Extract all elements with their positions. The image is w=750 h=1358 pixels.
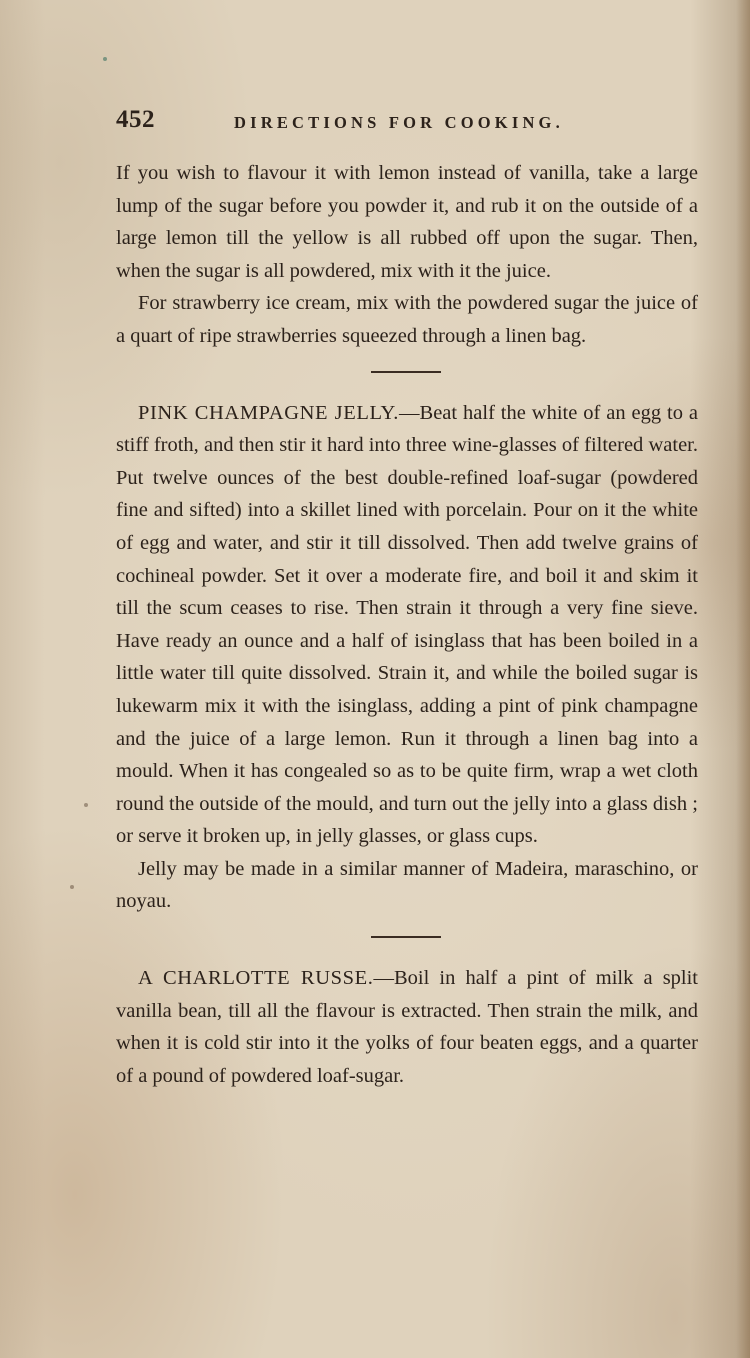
ink-speck xyxy=(70,885,74,889)
recipe-text: —Boil in half a pint of milk a split vanilla bean, till all the flavour is extracted. Then strain the milk, and when it is cold stir into it the yolks of four beaten eggs, and a quarter of a pound of powdered loaf-sugar. xyxy=(116,967,699,1087)
page-edge-shadow xyxy=(736,0,750,1358)
recipe-text: —Beat half the white of an egg to a stiff froth, and then stir it hard into three wine-glasses of filtered water. Put twelve ounces of the best double-refined loaf-sugar (powdered fine and sifted) into a skillet lined with porcelain. Pour on it the white of egg and water, and stir it till dissolved. Then add twelve grains of cochineal powder. Set it over a moderate fire, and boil it and skim it till the scum ceases to rise. Then strain it through a very fine sieve. Have ready an ounce and a half of isinglass that has been boiled in a little water till quite dissolved. Strain it, and while the boiled sugar is lukewarm mix it with the isinglass, adding a pint of pink champagne and the juice of a large lemon. Run it through a linen bag into a mould. When it has congealed so as to be quite firm, wrap a wet cloth round the outside of the mould, and turn out the jelly into a glass dish ; or serve it broken up, in jelly glasses, or glass cups. xyxy=(116,401,698,848)
paragraph-strawberry-ice-cream: For strawberry ice cream, mix with the powdered sugar the juice of a quart of ripe strawberries squeezed through a linen bag. xyxy=(116,292,698,347)
page-body xyxy=(116,157,698,1092)
ink-speck xyxy=(84,803,88,807)
section-divider xyxy=(371,936,441,938)
recipe-charlotte-russe xyxy=(116,962,698,1092)
running-head: DIRECTIONS FOR COOKING. xyxy=(234,113,564,132)
recipe-title: A CHARLOTTE RUSSE. xyxy=(138,967,374,990)
recipe-title: PINK CHAMPAGNE JELLY. xyxy=(138,401,400,424)
page-header xyxy=(116,106,696,142)
ink-speck xyxy=(103,57,107,61)
page-number: 452 xyxy=(116,106,155,133)
paragraph-jelly-variants: Jelly may be made in a similar manner of Madeira, maraschino, or noyau. xyxy=(116,857,698,913)
paragraph-lemon-flavour: If you wish to flavour it with lemon instead of vanilla, take a large lump of the sugar before you powder it, and rub it on the outside of a large lemon till the yellow is all rubbed off upon the sugar. Then, when the sugar is all powdered, mix with it the juice. xyxy=(116,162,698,282)
section-divider xyxy=(371,371,441,373)
recipe-pink-champagne-jelly xyxy=(116,397,698,853)
